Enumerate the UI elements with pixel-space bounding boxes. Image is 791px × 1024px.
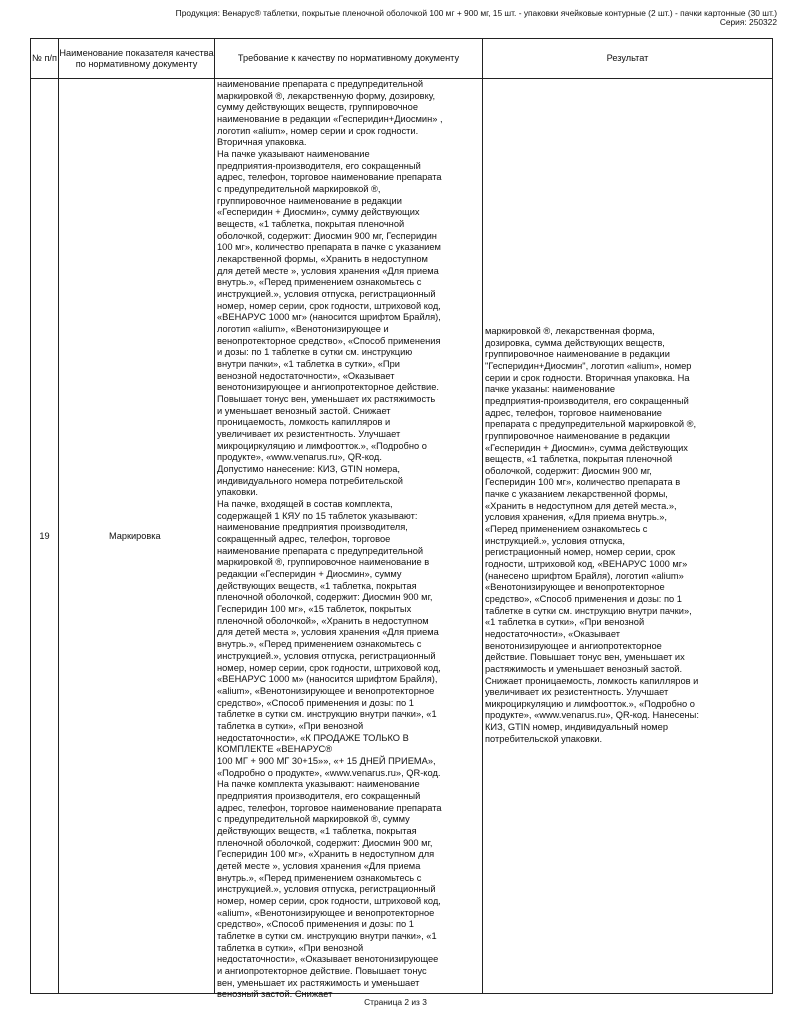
series-label: Серия: 250322 — [719, 17, 777, 27]
text-line: логотип «alium», номер серии и срок годности. — [217, 125, 419, 136]
row-indicator: Маркировка — [59, 79, 215, 994]
text-line: Гесперидин 100 мг», «Хранить в недоступном для — [217, 849, 435, 860]
text-line: наименование препарата с предупредительной — [217, 545, 424, 556]
text-line: «ВЕНАРУС 1000 м» (наносится шрифтом Брайля), — [217, 674, 438, 685]
text-line: недостаточности», «Оказывает венотонизирующее — [217, 954, 439, 965]
text-line: и дозы: по 1 таблетке в сутки см. инструкцию — [217, 347, 413, 358]
text-line: инструкцией.», условия отпуска, — [485, 535, 625, 546]
text-line: "Гесперидин+Диосмин", логотип «alium», номер — [485, 360, 692, 371]
text-line: внутрь.», «Перед применением ознакомьтесь с — [217, 872, 422, 883]
text-line: с предупредительной маркировкой ®, — [217, 184, 381, 195]
text-line: Допустимо нанесение: КИЗ, GTIN номера, — [217, 464, 400, 475]
text-line: На пачке указывают наименование — [217, 149, 370, 160]
text-line: наименование в редакции «Гесперидин+Диосмин» , — [217, 114, 443, 124]
text-line: содержащей 1 КЯУ по 15 таблеток указывают: — [217, 510, 418, 521]
text-line: недостаточности», «Оказывает — [485, 628, 620, 639]
text-line: таблетке в сутки см. инструкцию внутри пачки», «1 — [217, 709, 437, 720]
text-line: венозный застой. Снижает — [217, 989, 333, 1000]
text-line: с предупредительной маркировкой ®, сумму — [217, 814, 410, 825]
text-line: детей месте », условия хранения «Для приема — [217, 860, 421, 871]
text-line: венозной недостаточности», «Оказывает — [217, 370, 395, 381]
result-cell — [483, 79, 773, 994]
text-line: КИЗ, GTIN номер, индивидуальный номер — [485, 722, 668, 733]
text-line: логотип «alium», «Венотонизирующее и — [217, 324, 389, 335]
text-line: и уменьшает венозный застой. Снижает — [217, 405, 391, 416]
requirement-cell — [215, 79, 483, 1000]
text-line: вен, уменьшает их растяжимость и уменьшает — [217, 977, 420, 988]
text-line: микроциркуляцию и лимфоотток.», «Подробно о — [485, 698, 695, 709]
text-line: увеличивает их резистентность. Улучшает — [217, 429, 401, 440]
text-line: «alium», «Венотонизирующее и венопротекторное — [217, 685, 435, 696]
text-line: номер, номер серии, срок годности, штриховой код, — [217, 895, 441, 906]
text-line: действующих веществ, «1 таблетка, покрытая — [217, 825, 417, 836]
text-line: КОМПЛЕКТЕ «ВЕНАРУС® — [217, 744, 333, 755]
text-line: действующих веществ, «1 таблетка, покрытая — [217, 580, 417, 591]
text-line: таблетка в сутки», «При венозной — [217, 720, 364, 731]
text-line: группировочное наименование в редакции — [485, 430, 670, 441]
text-line: внутрь.», «Перед применением ознакомьтесь с — [217, 277, 422, 288]
header-indicator: Наименование показателя качества по нормативному документу — [59, 39, 215, 79]
header-number: № п/п — [31, 39, 59, 79]
text-line: инструкцией.», условия отпуска, регистрационный — [217, 289, 436, 300]
text-line: лекарственной формы, «Хранить в недоступном — [217, 254, 428, 265]
text-line: таблетке в сутки см. инструкцию внутри пачки», — [485, 605, 692, 616]
text-line: адрес, телефон, торговое наименование препарата — [217, 172, 442, 183]
text-line: маркировкой ®, лекарственная форма, — [485, 326, 655, 336]
text-line: наименование предприятия производителя, — [217, 522, 408, 533]
text-line: предприятия-производителя, его сокращенный — [485, 395, 689, 406]
text-line: адрес, телефон, торговое наименование — [485, 407, 662, 418]
text-line: «Венотонизирующее и венопротекторное — [485, 582, 665, 593]
text-line: оболочкой, содержит: Диосмин 900 мг, — [485, 465, 652, 476]
text-line: таблетке в сутки см. инструкцию внутри пачки», «1 — [217, 930, 437, 941]
text-line: группировочное наименование в редакции — [485, 349, 670, 360]
text-line: средство», «Способ применения и дозы: по 1 — [217, 697, 414, 708]
text-line: проницаемость, ломкость капилляров и — [217, 417, 391, 428]
text-line: микроциркуляцию и лимфоотток.», «Подробно о — [217, 440, 427, 451]
text-line: номер, номер серии, срок годности, штриховой код, — [217, 662, 441, 673]
text-line: продукте», «www.venarus.ru», QR-код. Нанесены: — [485, 710, 699, 721]
text-line: оболочкой, содержит: Диосмин 900 мг, Гесперидин — [217, 230, 437, 241]
text-line: Гесперидин 100 мг», количество препарата в — [485, 477, 681, 488]
text-line: венопротекторное средство», «Способ применения — [217, 335, 441, 346]
text-line: инструкцией.», условия отпуска, регистрационный — [217, 650, 436, 661]
text-line: продукте», «www.venarus.ru», QR-код. — [217, 452, 382, 463]
text-line: внутри пачки», «1 таблетка в сутки», «При — [217, 359, 400, 370]
text-line: венотонизирующее и ангиопротекторное действие. — [217, 382, 440, 393]
table-row — [31, 79, 773, 994]
text-line: веществ, «1 таблетка, покрытая пленочной — [217, 219, 405, 230]
text-line: «ВЕНАРУС 1000 мг» (наносится шрифтом Брайля), — [217, 312, 441, 323]
text-line: растяжимость и уменьшает венозный застой. — [485, 663, 683, 674]
text-line: внутрь.», «Перед применением ознакомьтесь с — [217, 639, 422, 650]
text-line: пленочной оболочкой, содержит: Диосмин 900 мг, — [217, 837, 433, 848]
text-line: Повышает тонус вен, уменьшает их растяжимость — [217, 394, 436, 405]
text-line: для детей месте », условия хранения «Для приема — [217, 265, 439, 276]
text-line: венотонизирующее и ангиопротекторное — [485, 640, 662, 651]
text-line: годности, штриховой код, «ВЕНАРУС 1000 мг» — [485, 559, 688, 569]
text-line: маркировкой ®, лекарственную форму, дозировку, — [217, 90, 436, 101]
text-line: наименование препарата с предупредительной — [217, 79, 424, 89]
text-line: На пачке, входящей в состав комплекта, — [217, 499, 393, 510]
text-line: действие. Повышает тонус вен, уменьшает их — [485, 652, 685, 663]
text-line: Гесперидин 100 мг», «15 таблеток, покрытых — [217, 604, 412, 615]
header-result: Результат — [483, 39, 773, 79]
text-line: «Подробно о продукте», «www.venarus.ru», QR-код. — [217, 767, 441, 778]
text-line: Снижает проницаемость, ломкость капилляров и — [485, 675, 699, 686]
text-line: увеличивает их резистентность. Улучшает — [485, 687, 669, 698]
text-line: средство», «Способ применения и дозы: по 1 — [217, 919, 414, 930]
text-line: маркировкой ®, группировочное наименование в — [217, 557, 430, 568]
text-line: таблетка в сутки», «При венозной — [217, 942, 364, 953]
text-line: «Гесперидин + Диосмин», сумму действующих — [217, 207, 420, 218]
text-line: и ангиопротекторное действие. Повышает тонус — [217, 965, 427, 976]
table-header-row — [31, 39, 773, 79]
product-header: Продукция: Венарус® таблетки, покрытые пленочной оболочкой 100 мг + 900 мг, 15 шт. - упаковки ячейковые контурные (2 шт.) - пачки картонные (30 шт.) — [175, 8, 777, 18]
text-line: упаковки. — [217, 487, 258, 498]
text-line: регистрационный номер, номер серии, срок — [485, 547, 676, 558]
text-line: редакции «Гесперидин + Диосмин», сумму — [217, 569, 402, 580]
text-line: условия хранения, «Для приема внутрь.», — [485, 512, 668, 523]
text-line: предприятия производителя, его сокращенный — [217, 790, 421, 801]
text-line: (нанесено шрифтом Брайля), логотип «alium» — [485, 570, 684, 581]
text-line: пленочной оболочкой», «Хранить в недоступном — [217, 615, 429, 626]
text-line: «alium», «Венотонизирующее и венопротекторное — [217, 907, 435, 918]
text-line: «1 таблетка в сутки», «При венозной — [485, 617, 645, 628]
text-line: группировочное наименование в редакции — [217, 195, 402, 206]
text-line: препарата с предупредительной маркировкой ®, — [485, 419, 697, 430]
text-line: номер, номер серии, срок годности, штриховой код, — [217, 300, 441, 311]
text-line: пленочной оболочкой, содержит: Диосмин 900 мг, — [217, 592, 433, 603]
text-line: сокращенный адрес, телефон, торговое — [217, 534, 391, 545]
text-line: Вторичная упаковка. — [217, 137, 307, 148]
text-line: средство», «Способ применения и дозы: по 1 — [485, 593, 682, 604]
text-line: «Перед применением ознакомьтесь с — [485, 524, 648, 535]
text-line: недостаточности», «К ПРОДАЖЕ ТОЛЬКО В — [217, 732, 409, 743]
text-line: веществ, «1 таблетка, покрытая пленочной — [485, 454, 673, 465]
text-line: серии и срок годности. Вторичная упаковка. На — [485, 372, 690, 383]
text-line: «Гесперидин + Диосмин», сумма действующих — [485, 442, 688, 453]
text-line: дозировка, сумма действующих веществ, — [485, 337, 665, 348]
text-line: инструкцией.», условия отпуска, регистрационный — [217, 884, 436, 895]
text-line: для детей места », условия хранения «Для приема — [217, 627, 439, 638]
text-line: сумму действующих веществ, группировочное — [217, 102, 418, 113]
text-line: пачке указаны: наименование — [485, 384, 616, 395]
quality-table — [30, 38, 773, 1000]
row-number: 19 — [31, 79, 59, 994]
text-line: потребительской упаковки. — [485, 733, 603, 744]
text-line: предприятия-производителя, его сокращенный — [217, 160, 421, 171]
text-line: «Хранить в недоступном для детей места.», — [485, 500, 677, 511]
text-line: 100 МГ + 900 МГ 30+15»», «+ 15 ДНЕЙ ПРИЕМА», — [217, 755, 436, 766]
text-line: адрес, телефон, торговое наименование препарата — [217, 802, 442, 813]
header-requirement: Требование к качеству по нормативному документу — [215, 39, 483, 79]
text-line: индивидуального номера потребительской — [217, 475, 404, 486]
text-line: 100 мг», количество препарата в пачке с указанием — [217, 242, 441, 253]
text-line: пачке с указанием лекарственной формы, — [485, 489, 668, 500]
page-footer: Страница 2 из 3 — [364, 997, 427, 1007]
text-line: На пачке комплекта указывают: наименование — [217, 779, 420, 790]
